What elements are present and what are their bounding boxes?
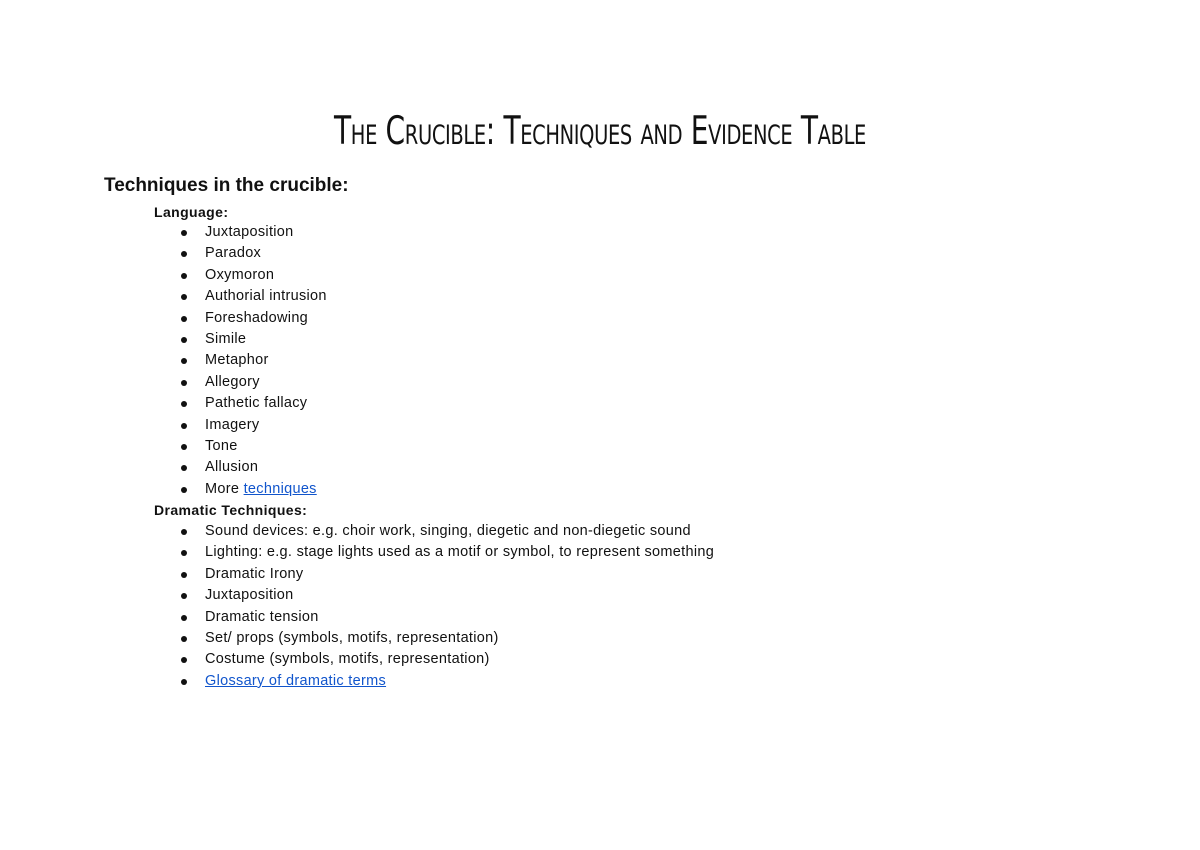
list-item-text: Metaphor — [205, 352, 269, 369]
page-title: The Crucible: Techniques and Evidence Table — [334, 109, 866, 154]
bullet-icon — [181, 657, 187, 663]
list-item-text: Oxymoron — [205, 266, 275, 283]
bullet-icon — [181, 679, 187, 685]
list-item-text: Simile — [205, 330, 247, 347]
list-item — [180, 521, 714, 542]
list-item-text: Juxtaposition — [205, 587, 294, 604]
bullet-icon — [181, 593, 187, 599]
bullet-icon — [181, 550, 187, 556]
list-item-text: Costume (symbols, motifs, representation) — [205, 651, 490, 668]
list-item-text: Imagery — [205, 416, 260, 433]
list-item — [180, 436, 327, 457]
list-item-text: Juxtaposition — [205, 224, 294, 240]
list-item-text: Pathetic fallacy — [205, 395, 308, 412]
list-item-text: Dramatic tension — [205, 608, 319, 625]
bullet-icon — [181, 380, 187, 386]
bullet-icon — [181, 444, 187, 450]
list-item — [180, 628, 714, 649]
section-heading: Techniques in the crucible: — [104, 175, 349, 196]
list-item — [180, 350, 327, 371]
bullet-icon — [181, 465, 187, 471]
list-item — [180, 286, 327, 307]
list-item — [180, 564, 714, 585]
list-item — [180, 607, 714, 628]
list-item — [180, 329, 327, 350]
bullet-icon — [181, 572, 187, 578]
bullet-icon — [181, 294, 187, 300]
bullet-icon — [181, 358, 187, 364]
glossary-link[interactable]: Glossary of dramatic terms — [205, 672, 387, 689]
bullet-icon — [181, 273, 187, 279]
list-item — [180, 393, 327, 414]
list-item-text: Sound devices: e.g. choir work, singing, diegetic and non-diegetic sound — [205, 523, 691, 539]
list-item — [180, 585, 714, 606]
list-item — [180, 457, 327, 478]
more-prefix-text: More — [205, 480, 240, 497]
list-item-text: Authorial intrusion — [205, 288, 327, 305]
list-item — [180, 265, 327, 286]
bullet-icon — [181, 230, 187, 236]
bullet-icon — [181, 487, 187, 493]
bullet-icon — [181, 615, 187, 621]
bullet-icon — [181, 529, 187, 535]
list-item-text: Dramatic Irony — [205, 565, 304, 582]
bullet-icon — [181, 423, 187, 429]
list-item-text: Foreshadowing — [205, 309, 309, 326]
list-item — [180, 649, 714, 670]
list-item-text: Set/ props (symbols, motifs, representation) — [205, 629, 499, 646]
list-item — [180, 222, 327, 243]
list-item-text: Allusion — [205, 459, 259, 476]
dramatic-techniques-list — [180, 521, 714, 692]
list-item-text: Lighting: e.g. stage lights used as a motif or symbol, to represent something — [205, 544, 715, 561]
bullet-icon — [181, 636, 187, 642]
dramatic-heading: Dramatic Techniques: — [154, 502, 308, 518]
bullet-icon — [181, 401, 187, 407]
list-item-text: Allegory — [205, 373, 260, 390]
list-item-text: Tone — [205, 437, 238, 454]
language-heading: Language: — [154, 204, 229, 220]
list-item — [180, 415, 327, 436]
list-item-text: Paradox — [205, 245, 262, 262]
list-item-more — [180, 479, 327, 500]
list-item — [180, 372, 327, 393]
more-techniques-link[interactable]: techniques — [243, 480, 317, 497]
list-item — [180, 542, 714, 563]
language-techniques-list — [180, 222, 327, 500]
list-item-glossary — [180, 671, 714, 692]
bullet-icon — [181, 316, 187, 322]
bullet-icon — [181, 337, 187, 343]
list-item — [180, 243, 327, 264]
list-item — [180, 308, 327, 329]
bullet-icon — [181, 251, 187, 257]
